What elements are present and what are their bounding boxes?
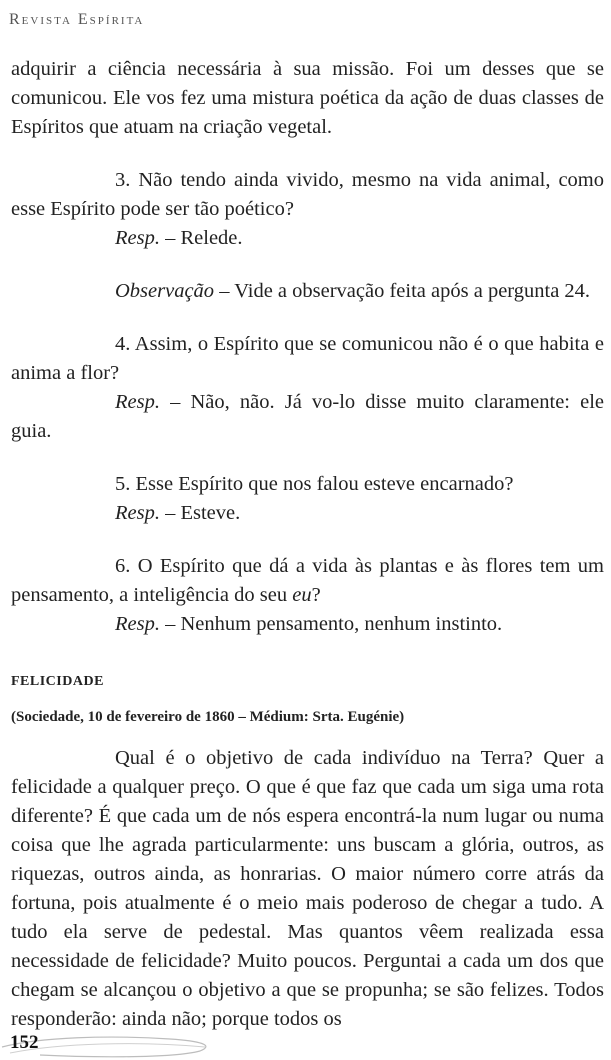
answer-5 [11,499,604,528]
question-3: 3. Não tendo ainda vivido, mesmo na vida animal, como esse Espírito pode ser tão poético? [11,169,604,220]
question-6-eu: eu [292,584,312,606]
page-number: 152 [10,1032,39,1053]
observation-label: Observação [115,280,215,302]
paragraph-continuation: adquirir a ciência necessária à sua missão. Foi um desses que se comunicou. Ele vos fez uma mistura poética da ação de duas classes de Espíritos que atuam na criação vegetal. [11,58,604,138]
section-title: FELICIDADE [11,674,104,689]
answer-4-text: – Não, não. Já vo-lo disse muito claramente: ele guia. [11,391,604,442]
body-text [11,55,604,1034]
answer-3-text: – Relede. [159,227,243,249]
question-6-end: ? [311,584,321,606]
answer-3 [11,224,604,253]
resp-label: Resp. [115,391,160,413]
answer-4 [11,388,604,446]
running-head: Revista Espírita [9,11,145,28]
observation [11,277,604,306]
question-4: 4. Assim, o Espírito que se comunicou não é o que habita e anima a flor? [11,333,604,384]
question-6 [11,552,604,610]
answer-6 [11,610,604,639]
resp-label: Resp. [115,613,160,635]
observation-text: – Vide a observação feita após a pergunta 24. [214,280,591,302]
question-5: 5. Esse Espírito que nos falou esteve encarnado? [115,473,514,495]
answer-5-text: – Esteve. [159,502,241,524]
section-subtitle: (Sociedade, 10 de fevereiro de 1860 – Médium: Srta. Eugénie) [11,709,405,725]
resp-label: Resp. [115,502,160,524]
resp-label: Resp. [115,227,160,249]
question-6-text: 6. O Espírito que dá a vida às plantas e às flores tem um pensamento, a inteligência do seu [11,555,604,606]
paragraph-felicidade: Qual é o objetivo de cada indivíduo na Terra? Quer a felicidade a qualquer preço. O que é que faz que cada um siga uma rota diferente? É que cada um de nós espera encontrá-la num lugar ou numa coisa que lhe agrada particularmente: uns buscam a glória, outros, as riquezas, outros ainda, as honrarias. O maior número corre atrás da fortuna, pois atualmente é o meio mais poderoso de chegar a tudo. A tudo ela serve de pedestal. Mas quantos vêem realizada essa necessidade de felicidade? Muito poucos. Perguntai a cada um dos que chegam se alcançou o objetivo a que se propunha; se são felizes. Todos responderão: ainda não; porque todos os [11,747,604,1030]
answer-6-text: – Nenhum pensamento, nenhum instinto. [159,613,503,635]
